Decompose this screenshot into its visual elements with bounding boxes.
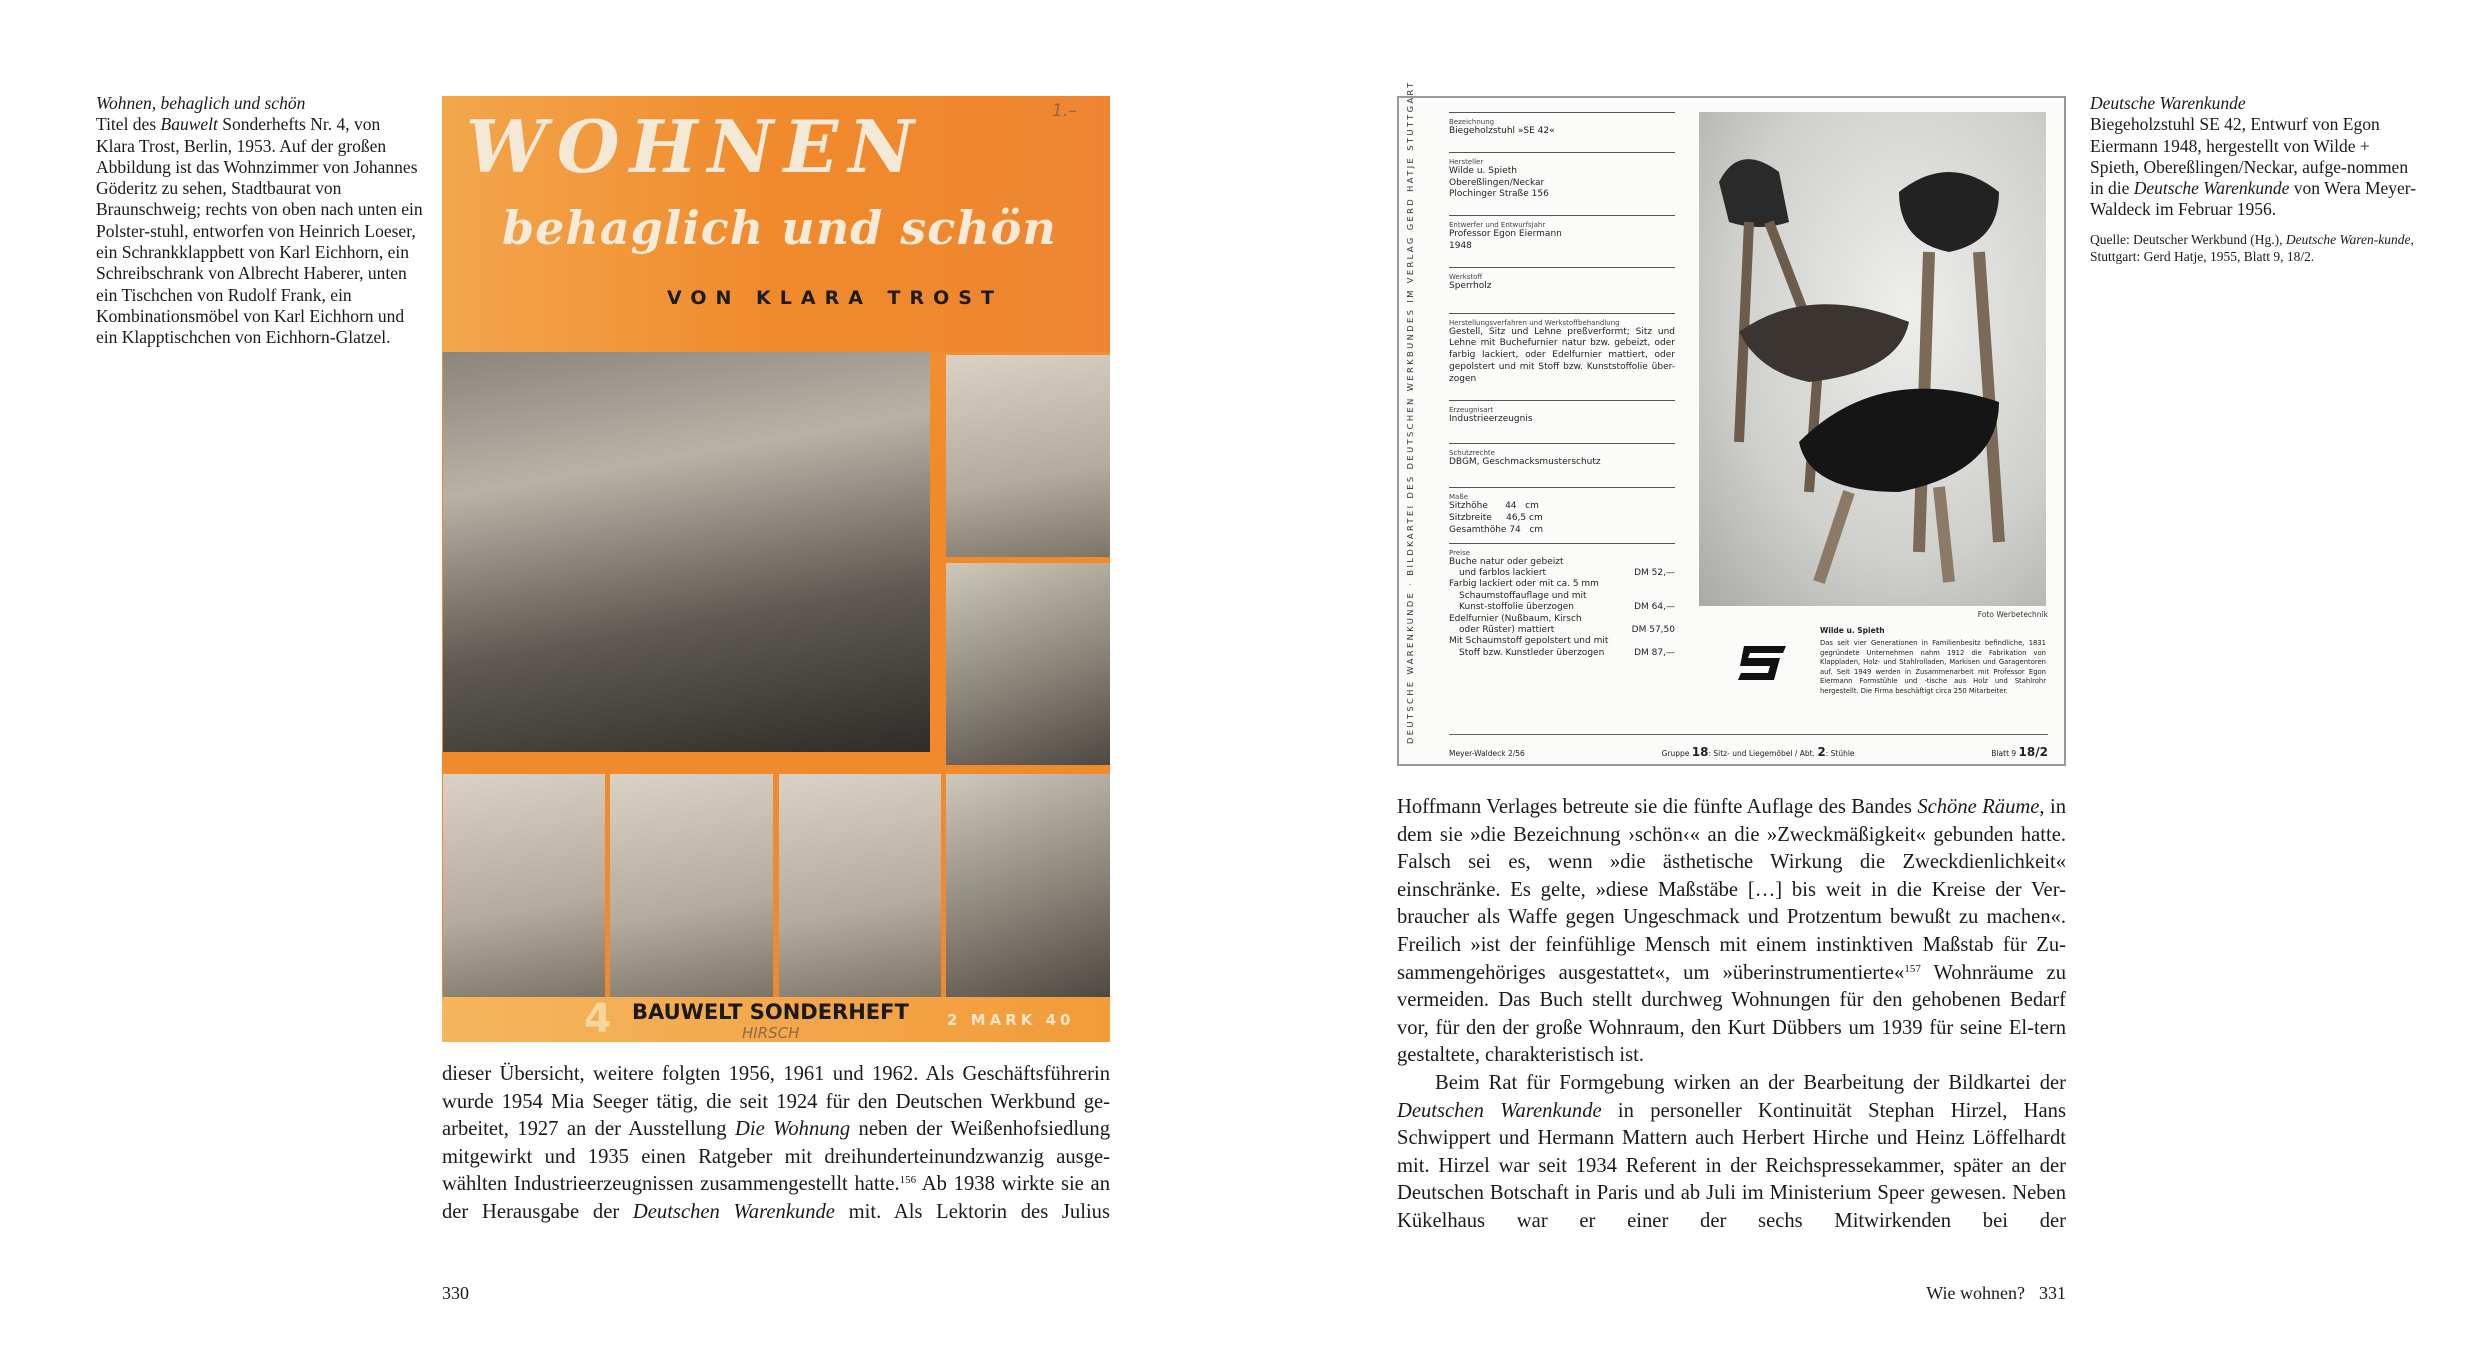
sheet-label: Blatt 9: [1991, 749, 2019, 758]
field-value: Sperrholz: [1449, 280, 1492, 291]
price-desc: Farbig lackiert oder mit ca. 5 mm: [1449, 579, 1599, 590]
chair-photo: [1699, 112, 2046, 606]
caption-italic: Deutsche Warenkunde: [2133, 178, 2290, 199]
folding-table-photo: [779, 774, 941, 997]
right-figure-caption: [2090, 93, 2420, 265]
body-text: mit. Als Lektorin des Julius: [834, 1200, 1110, 1223]
field-label: Maße: [1449, 493, 1469, 502]
field-value: Industrieerzeugnis: [1449, 413, 1533, 424]
firm-title: Wilde u. Spieth: [1820, 626, 1885, 635]
field-label: Schutzrechte: [1449, 449, 1495, 458]
group-text: : Stühle: [1825, 749, 1855, 758]
caption-title: Deutsche Warenkunde: [2090, 93, 2246, 113]
bauwelt-cover-image: [442, 96, 1110, 1042]
small-table-photo: [443, 774, 605, 997]
series-title: BAUWELT SONDERHEFT: [632, 1000, 909, 1024]
source-italic: Deutsche Waren-kunde: [2285, 231, 2411, 247]
caption-text: von Wera Meyer-Waldeck im Februar 1956.: [2090, 178, 2417, 220]
body-text: , in dem sie »die Bezeichnung ›schön‹« an die »Zweckmäßigkeit« gebunden hatte. Falsch sei es, wenn »die ästhetische Wirkung die Zweckdienlichkeit« einschränke. Es gelte, »diese Maßstäbe […] bis weit in die Kreise der Ver-braucher als Waffe gegen Ungeschmack und Protzentum bewußt zu machen«. Freilich »ist der feinfühlige Mensch mit einem instinktiven Maßstab für Zu-sammengehöriges ausgestattet«, um »überinstrumentierte«: [1397, 796, 2066, 984]
field-value: Sitzhöhe 44 cm Sitzbreite 46,5 cm Gesamthöhe 74 cm: [1449, 501, 1544, 535]
price-desc: oder Rüster) mattiert: [1459, 624, 1555, 635]
prices-section: [1449, 543, 1675, 660]
field-value: DBGM, Geschmacksmusterschutz: [1449, 457, 1601, 468]
field-value: Biegeholzstuhl »SE 42«: [1449, 126, 1555, 136]
cover-subtitle: behaglich und schön: [502, 201, 1057, 255]
field-value: Gestell, Sitz und Lehne preßverformt; Sitz und Lehne mit Buchefurnier natur bzw. gebeizt, oder farbig lackiert, oder Edelfurnier mattiert, oder gepolstert und mit Stoff bzw. Kunststoffolie über-zogen: [1449, 326, 1675, 384]
photo-credit: Foto Werbetechnik: [1977, 610, 2048, 619]
body-italic: Deutschen Warenkunde: [1397, 1099, 1602, 1122]
combination-furniture-photo: [946, 774, 1110, 997]
card-footer: [1449, 734, 2048, 759]
body-text: neben der Weißenhofsiedlung mitgewirkt und 1935 einen Ratgeber mit dreihunderteinundzwanzig ausge-wählten Industrieerzeugnissen zusammengestellt hatte.: [442, 1118, 1110, 1196]
body-italic: Die Wohnung: [734, 1118, 851, 1141]
body-text: dieser Übersicht, weitere folgten 1956, 1961 und 1962. Als Geschäftsführerin wurde 1954 Mia Seeger tätig, die seit 1924 für den Deutschen Werkbund ge-arbeitet, 1927 an der Ausstellung: [442, 1063, 1110, 1141]
price-desc: Mit Schaumstoff gepolstert und mit: [1449, 636, 1609, 647]
price-desc: Schaumstoffauflage und mit Kunst-stoffolie überzogen: [1459, 590, 1587, 613]
caption-text: Titel des: [96, 114, 161, 135]
price-row: [1449, 557, 1675, 580]
price-row: [1449, 636, 1675, 659]
price-value: DM 52,—: [1634, 567, 1675, 578]
page-footer-right: [1926, 1283, 2066, 1304]
sheet-number: 18/2: [2018, 745, 2048, 759]
body-text: Wohnräume zu vermeiden. Das Buch stellt durchweg Wohnungen für den gehobenen Bedarf vor, für den der große Wohnraum, den Kurt Dübbers um 1939 für seine El-tern gestaltete, charakteristisch ist.: [1397, 961, 2066, 1067]
card-group: [1662, 745, 1855, 759]
price-value: DM 87,—: [1634, 647, 1675, 658]
left-figure-caption: [96, 93, 426, 349]
caption-source: [2090, 231, 2420, 265]
field-label: Preise: [1449, 548, 1471, 557]
cover-title: WOHNEN: [466, 104, 925, 189]
caption-body: Klara Trost, Berlin, 1953. Auf der großen Abbildung ist das Wohnzimmer von Johannes Göderitz zu sehen, Stadtbaurat von Braunschweig; rechts von oben nach unten ein Polster-stuhl, entworfen von Heinrich Loeser, ein Schrankklappbett von Karl Eichhorn, ein Schreibschrank von Albrecht Haberer, unten ein Tischchen von Rudolf Frank, ein Kombinationsmöbel von Karl Eichhorn und ein Klapptischchen von Eichhorn-Glatzel.: [96, 135, 423, 348]
body-italic: Schöne Räume: [1917, 796, 2040, 818]
price-value: DM 64,—: [1634, 602, 1675, 613]
writing-cabinet-photo: [610, 774, 773, 997]
wilde-spieth-logo: [1738, 646, 1786, 680]
price-desc: Edelfurnier (Nußbaum, Kirsch: [1449, 613, 1582, 624]
body-text: Hoffmann Verlages betreute sie die fünfte Auflage des Bandes: [1397, 796, 1918, 818]
body-text: Ab 1938 wirkte sie an der Herausgabe der: [442, 1173, 1110, 1223]
caption-italic: Bauwelt: [160, 114, 218, 135]
price-desc: Buche natur oder gebeizt: [1449, 556, 1564, 567]
cover-footer-band: [442, 997, 1110, 1042]
price-desc: und farblos lackiert: [1459, 567, 1547, 578]
card-vertical-label: DEUTSCHE WARENKUNDE · BILDKARTEI DES DEUTSCHEN WERKBUNDES IM VERLAG GERD HATJE STUTTGART: [1405, 80, 1415, 744]
footnote-ref[interactable]: 157: [1904, 962, 1921, 975]
group-text: Gruppe: [1661, 749, 1692, 758]
price-value: DM 57,50: [1631, 624, 1675, 635]
page-number-left: 330: [442, 1283, 469, 1303]
field-label: Bezeichnung: [1449, 118, 1495, 126]
field-label: Herstellungsverfahren und Werkstoffbehandlung: [1449, 318, 1620, 327]
caption-text: Sonderhefts Nr. 4, von: [217, 114, 381, 135]
field-value: Wilde u. Spieth Obereßlingen/Neckar Plochinger Straße 156: [1449, 165, 1549, 200]
body-italic: Deutschen Warenkunde: [632, 1200, 835, 1223]
field-label: Entwerfer und Entwurfsjahr: [1449, 221, 1546, 230]
folding-bed-photo: [946, 563, 1110, 765]
cover-author: VON KLARA TROST: [667, 287, 1003, 309]
footnote-ref[interactable]: 156: [899, 1174, 917, 1187]
field-label: Erzeugnisart: [1449, 405, 1494, 414]
card-fields: [1449, 112, 1675, 659]
page-number-right: 331: [2039, 1283, 2066, 1303]
armchair-photo: [946, 355, 1110, 557]
source-text: Quelle: Deutscher Werkbund (Hg.),: [2090, 231, 2286, 247]
living-room-photo: [443, 352, 930, 752]
firm-text: Das seit vier Generationen in Familienbesitz befindliche, 1831 gegründete Unternehmen nahm 1912 die Fabrikation von Klappladen, Holz- und Stahlrolladen, Markisen und Garagentoren auf. Seit 1949 werden in Zusammenarbeit mit Professor Egon Eiermann Formstühle und -tische aus Holz und Stahlrohr hergestellt. Die Firma beschäftigt circa 250 Mitarbeiter.: [1820, 639, 2046, 695]
bentwood-chairs-illustration: [1699, 112, 2046, 606]
abt-number: 2: [1817, 745, 1826, 759]
firm-description: [1820, 626, 2046, 697]
field-label: Werkstoff: [1449, 272, 1483, 281]
running-head: Wie wohnen?: [1926, 1283, 2025, 1303]
price-row: [1449, 579, 1675, 613]
source-text: , Stuttgart: Gerd Hatje, 1955, Blatt 9, 18/2.: [2090, 231, 2414, 264]
cover-price: 2 MARK 40: [947, 1011, 1075, 1029]
warenkunde-index-card: [1397, 80, 2066, 766]
caption-text: Biegeholzstuhl SE 42, Entwurf von Egon Eiermann 1948, hergestellt von Wilde + Spieth, Obereßlingen/Neckar, aufge-nommen in die: [2090, 114, 2409, 199]
body-text: in personeller Kontinuität Stephan Hirzel, Hans Schwippert und Hermann Mattern auch Herbert Hirche und Heinz Löffelhardt mit. Hirzel war seit 1934 Referent in der Reichspressekammer, später an der Deutschen Botschaft in Paris und ab Juli im Ministerium Speer gewesen. Neben Kükelhaus war er einer der sechs Mitwirkenden bei der: [1397, 1099, 2066, 1232]
field-value: Professor Egon Eiermann 1948: [1449, 229, 1562, 251]
left-body-text: [442, 1061, 1110, 1227]
issue-number: 4: [584, 996, 612, 1042]
price-row: [1449, 614, 1675, 637]
card-sheet: [1991, 745, 2048, 759]
group-text: : Sitz- und Liegemöbel / Abt.: [1708, 749, 1818, 758]
price-desc: Stoff bzw. Kunstleder überzogen: [1459, 647, 1605, 658]
group-number: 18: [1691, 745, 1709, 759]
card-author: Meyer-Waldeck 2/56: [1449, 749, 1525, 758]
handwritten-note: 1.–: [1052, 101, 1077, 121]
right-body-text: [1397, 794, 2066, 1236]
body-text: Beim Rat für Formgebung wirken an der Bearbeitung der Bildkartei der: [1435, 1071, 2066, 1094]
field-label: Hersteller: [1449, 157, 1484, 166]
caption-title: Wohnen, behaglich und schön: [96, 93, 306, 113]
handwritten-name: HIRSCH: [742, 1024, 800, 1042]
